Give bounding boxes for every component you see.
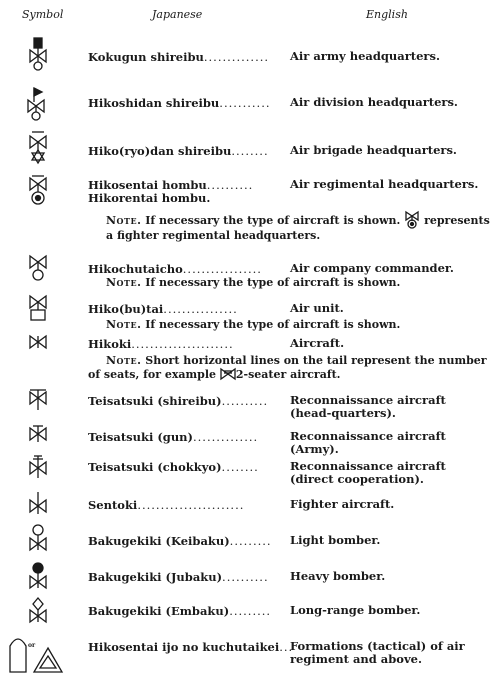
term-english: Reconnaissance aircraft (Army). xyxy=(290,429,446,456)
term-japanese: Teisatsuki (gun).............. xyxy=(88,430,259,444)
term-japanese: Hikoki...................... xyxy=(88,337,234,351)
header-symbol: Symbol xyxy=(22,8,64,21)
term-english: Long-range bomber. xyxy=(290,603,421,617)
air-regimental-hq-symbol-icon xyxy=(18,174,58,214)
term-english: Air army headquarters. xyxy=(290,49,440,63)
term-japanese: Bakugekiki (Embaku)......... xyxy=(88,604,272,618)
air-brigade-hq-symbol-icon xyxy=(18,132,58,172)
term-japanese: Sentoki....................... xyxy=(88,498,245,512)
note-unit: Note. If necessary the type of aircraft is shown. xyxy=(106,318,401,331)
term-japanese: Hikoshidan shireibu........... xyxy=(88,96,271,110)
light-bomber-symbol-icon xyxy=(18,524,58,564)
formation-or-label: or xyxy=(28,642,36,649)
term-english: Air regimental headquarters. xyxy=(290,177,479,191)
term-japanese: Teisatsuki (chokkyo)........ xyxy=(88,460,259,474)
air-division-hq-symbol-icon xyxy=(18,88,58,128)
term-english: Fighter aircraft. xyxy=(290,497,395,511)
air-army-hq-symbol-icon xyxy=(18,38,58,78)
recon-direct-cooperation-symbol-icon xyxy=(18,454,58,494)
header-english: English xyxy=(366,8,408,21)
term-english: Air brigade headquarters. xyxy=(290,143,457,157)
term-japanese: Hikochutaicho................. xyxy=(88,262,262,276)
two-seater-example-icon xyxy=(220,368,236,380)
term-japanese: Bakugekiki (Keibaku)......... xyxy=(88,534,272,548)
term-japanese: Hikosentai hombu.......... xyxy=(88,178,254,192)
term-japanese: Hikosentai ijo no kuchutaikei... xyxy=(88,640,294,654)
term-japanese: Hiko(bu)tai................ xyxy=(88,302,238,316)
term-english: Heavy bomber. xyxy=(290,569,386,583)
term-english: Reconnaissance aircraft (head-quarters). xyxy=(290,393,446,420)
header-japanese: Japanese xyxy=(152,8,203,21)
term-english: Air division headquarters. xyxy=(290,95,458,109)
term-english: Light bomber. xyxy=(290,533,381,547)
term-english: Reconnaissance aircraft (direct cooperation). xyxy=(290,459,446,486)
fighter-hq-example-icon xyxy=(404,211,420,229)
term-japanese: Bakugekiki (Jubaku).......... xyxy=(88,570,269,584)
note-seats: Note. Short horizontal lines on the tail represent the number of seats, for example 2-seater aircraft. xyxy=(88,354,487,381)
term-english: Aircraft. xyxy=(290,336,345,350)
term-japanese: Kokugun shireibu.............. xyxy=(88,50,270,64)
term-english: Air company commander. xyxy=(290,261,454,275)
term-japanese-alt: Hikorentai hombu. xyxy=(88,191,211,205)
aircraft-symbol-icon xyxy=(18,336,58,376)
note-company: Note. If necessary the type of aircraft is shown. xyxy=(106,276,401,289)
formation-symbols-icon xyxy=(6,632,66,678)
air-company-commander-symbol-icon xyxy=(18,256,58,296)
term-english: Formations (tactical) of air regiment and above. xyxy=(290,639,465,666)
heavy-bomber-symbol-icon xyxy=(18,562,58,602)
term-japanese: Teisatsuki (shireibu).......... xyxy=(88,394,269,408)
air-unit-symbol-icon xyxy=(18,296,58,336)
term-japanese: Hiko(ryo)dan shireibu........ xyxy=(88,144,269,158)
term-english: Air unit. xyxy=(290,301,344,315)
recon-hq-symbol-icon xyxy=(18,388,58,428)
note-fighter-hq: Note. If necessary the type of aircraft is shown. represents a fighter regimental headquarters. xyxy=(106,211,490,243)
